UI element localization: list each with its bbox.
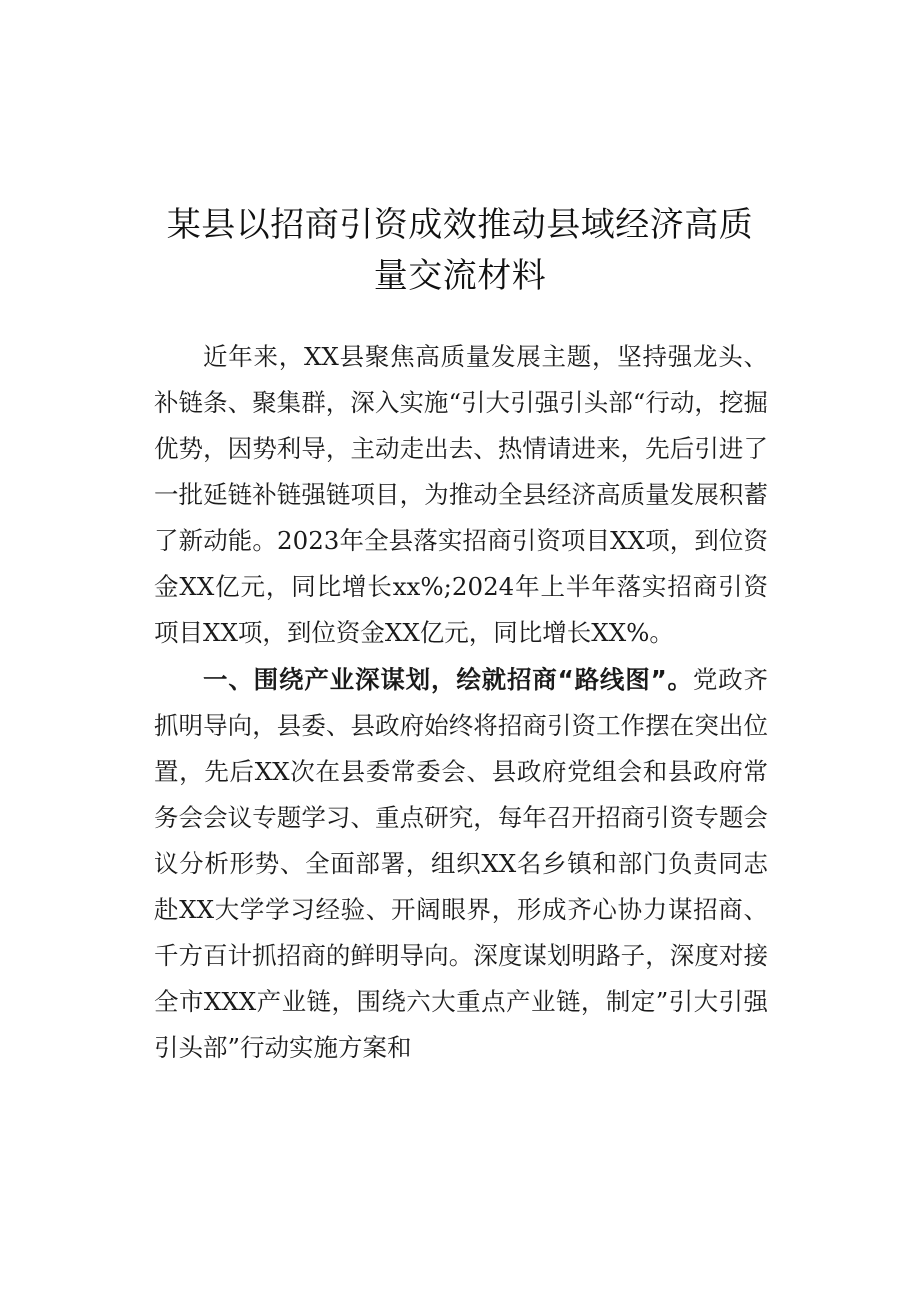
section-one-text: 党政齐抓明导向，县委、县政府始终将招商引资工作摆在突出位置，先后XX次在县委常委会、县政府党组会和县政府常务会会议专题学习、重点研究，每年召开招商引资专题会议分析形势、全面部署，组织XX名乡镇和部门负责同志赴XX大学学习经验、开阔眼界，形成齐心协力谋招商、千方百计抓招商的鲜明导向。深度谋划明路子，深度对接全市XXX产业链，围绕六大重点产业链，制定”引大引强引头部”行动实施方案和 <box>154 665 769 1062</box>
section-one-heading: 一、围绕产业深谋划，绘就招商“路线图”。 <box>203 665 693 694</box>
section-one-paragraph <box>154 657 768 1071</box>
intro-paragraph: 近年来，XX县聚焦高质量发展主题，坚持强龙头、补链条、聚集群，深入实施“引大引强引头部“行动，挖掘优势，因势利导，主动走出去、热情请进来，先后引进了一批延链补链强链项目，为推动全县经济高质量发展积蓄了新动能。2023年全县落实招商引资项目XX项，到位资金XX亿元，同比增长xx%;2024年上半年落实招商引资项目XX项，到位资金XX亿元，同比增长XX%。 <box>154 342 768 647</box>
document-title: 某县以招商引资成效推动县域经济高质量交流材料 <box>166 205 754 296</box>
document-body <box>154 334 768 1072</box>
